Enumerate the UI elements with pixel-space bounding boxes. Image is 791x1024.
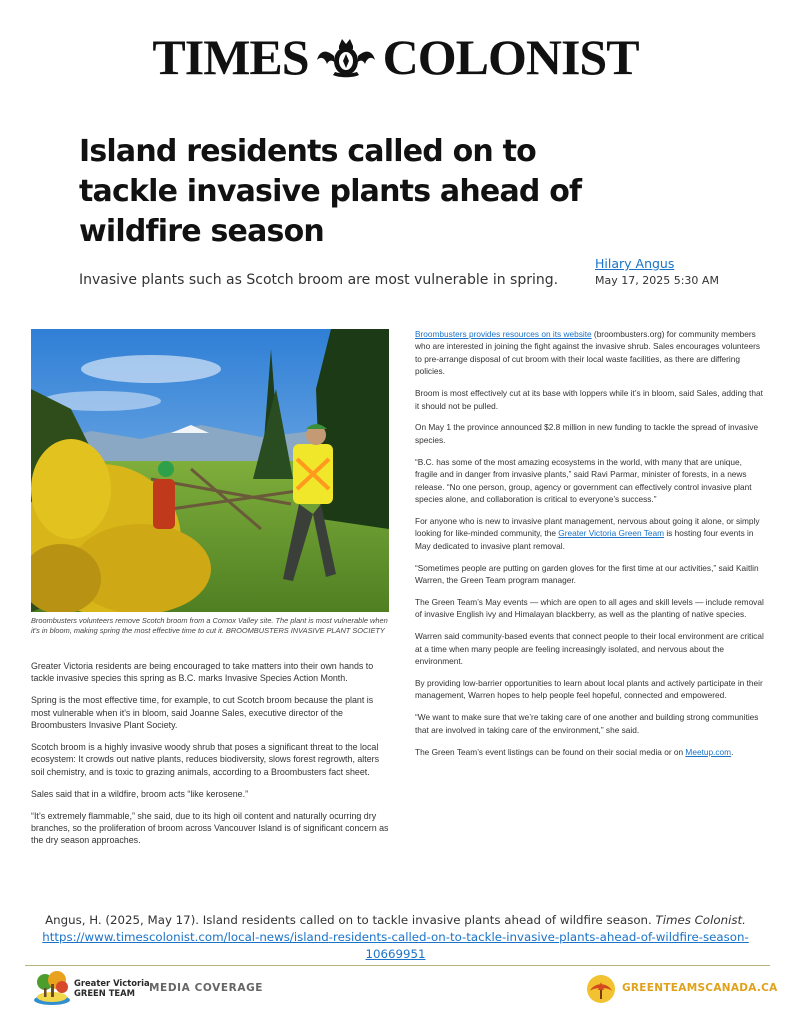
citation-url-link[interactable]: https://www.timescolonist.com/local-news/island-residents-called-on-to-tackle-invasive-plants-ahead-of-wildfire-season-10669951 — [42, 930, 749, 961]
masthead-word-left: TIMES — [152, 29, 309, 85]
paragraph: The Green Team’s May events — which are open to all ages and skill levels — include removal of invasive English ivy and Himalayan blackberry, as well as the planting of native species. — [415, 596, 764, 620]
paragraph: Warren said community-based events that connect people to their local environment are critical at a time when many people are feeling increasingly isolated, and nervous about the environment. — [415, 631, 764, 667]
meetup-link[interactable]: Meetup.com — [685, 746, 732, 757]
paragraph: On May 1 the province announced $2.8 million in new funding to tackle the spread of invasive species. — [415, 422, 759, 445]
publish-date: May 17, 2025 5:30 AM — [595, 274, 719, 287]
footer-divider — [25, 965, 770, 966]
article-photo — [31, 329, 389, 612]
paragraph: Spring is the most effective time, for example, to cut Scotch broom because the plant is most vulnerable when it's in bloom, said Joanne Sales, executive director of the Broombusters Invasive Plant Society. — [31, 695, 374, 731]
paragraph-text: . — [731, 746, 734, 757]
paragraph: “It’s extremely flammable,” she said, due to its high oil content and naturally ocurring dry branches, so the proliferation of broom across Vancouver Island is of significant concern as the dry season approaches. — [31, 810, 389, 846]
paragraph-text: The Green Team’s event listings can be found on their social media or on — [415, 746, 686, 757]
citation — [20, 912, 771, 963]
green-team-wordmark — [74, 978, 150, 998]
green-team-link[interactable]: Greater Victoria Green Team — [558, 528, 665, 539]
paragraph: “B.C. has some of the most amazing ecosystems in the world, with many that are unique, fragile and in danger from invasive plants,” said Ravi Parmar, minister of forests, in a news release. “No one person, group, agency or government can effectively control invasive plant species alone, and collaboration is critical to everyone’s success.” — [415, 456, 752, 504]
broombusters-link[interactable]: Broombusters provides resources on its website — [415, 329, 592, 339]
paragraph-text: is hosting four events in May dedicated to invasive plant removal. — [415, 528, 754, 551]
citation-text: Angus, H. (2025, May 17). Island residents called on to tackle invasive plants ahead of wildfire season. — [45, 913, 656, 927]
author-link[interactable]: Hilary Angus — [595, 256, 675, 271]
paragraph: Greater Victoria residents are being encouraged to take matters into their own hands to tackle invasive species this spring as B.C. marks Invasive Species Action Month. — [31, 661, 374, 684]
section-label: MEDIA COVERAGE — [149, 982, 264, 994]
paragraph — [415, 746, 765, 758]
paragraph: “Sometimes people are putting on garden gloves for the first time at our activities,” said Kaitlin Warren, the Green Team program manager. — [415, 562, 759, 585]
paragraph: Broom is most effectively cut at its base with loppers while it’s in bloom, said Sales, adding that it should not be pulled. — [415, 388, 763, 411]
article-body-right — [415, 328, 765, 767]
org-name-line1: Greater Victoria — [74, 978, 150, 988]
website-label: GREENTEAMSCANADA.CA — [622, 982, 778, 994]
paragraph-text: For anyone who is new to invasive plant management, nervous about going it alone, or simply looking for like-minded community, the — [415, 515, 760, 539]
photo-caption: Broombusters volunteers remove Scotch broom from a Comox Valley site. The plant is most vulnerable when it's in bloom, making spring the most effective time to cut it. BROOMBUSTERS INVASIVE PLANT SOCIETY — [31, 616, 388, 635]
article-headline: Island residents called on to tackle invasive plants ahead of wildfire season — [79, 134, 582, 249]
article-body-left — [31, 660, 391, 856]
article-subheadline: Invasive plants such as Scotch broom are most vulnerable in spring. — [79, 272, 559, 288]
paragraph: “We want to make sure that we’re taking care of one another and building strong communities that are involved in taking care of the environment,” she said. — [415, 712, 759, 735]
masthead — [0, 22, 791, 92]
paragraph — [415, 515, 765, 552]
org-name-line2: GREEN TEAM — [74, 988, 135, 998]
paragraph: Sales said that in a wildfire, broom acts “like kerosene.” — [31, 788, 249, 799]
green-team-logo-icon — [32, 970, 72, 1006]
paragraph: Scotch broom is a highly invasive woody shrub that poses a significant threat to the local ecosystem: It crowds out native plants, reduces biodiversity, slows forest regrowth, alters soil chemistry, and is toxic to grazing animals, according to a Broombusters fact sheet. — [31, 742, 380, 777]
citation-source: Times Colonist. — [655, 913, 746, 927]
masthead-word-right: COLONIST — [382, 29, 639, 85]
crest-icon — [315, 34, 377, 80]
paragraph-text: (broombusters.org) for community members who are interested in joining the fight against the invasive shrub. Sales encourages volunteers to pre-arrange disposal of cut broom with their local waste facilities, as there are differing policies. — [415, 329, 760, 377]
paragraph: By providing low-barrier opportunities to learn about local plants and actively participate in their management, Warren hopes to help people feel hopeful, connected and empowered. — [415, 677, 763, 701]
green-teams-canada-logo-icon — [586, 974, 616, 1004]
paragraph — [415, 328, 765, 378]
